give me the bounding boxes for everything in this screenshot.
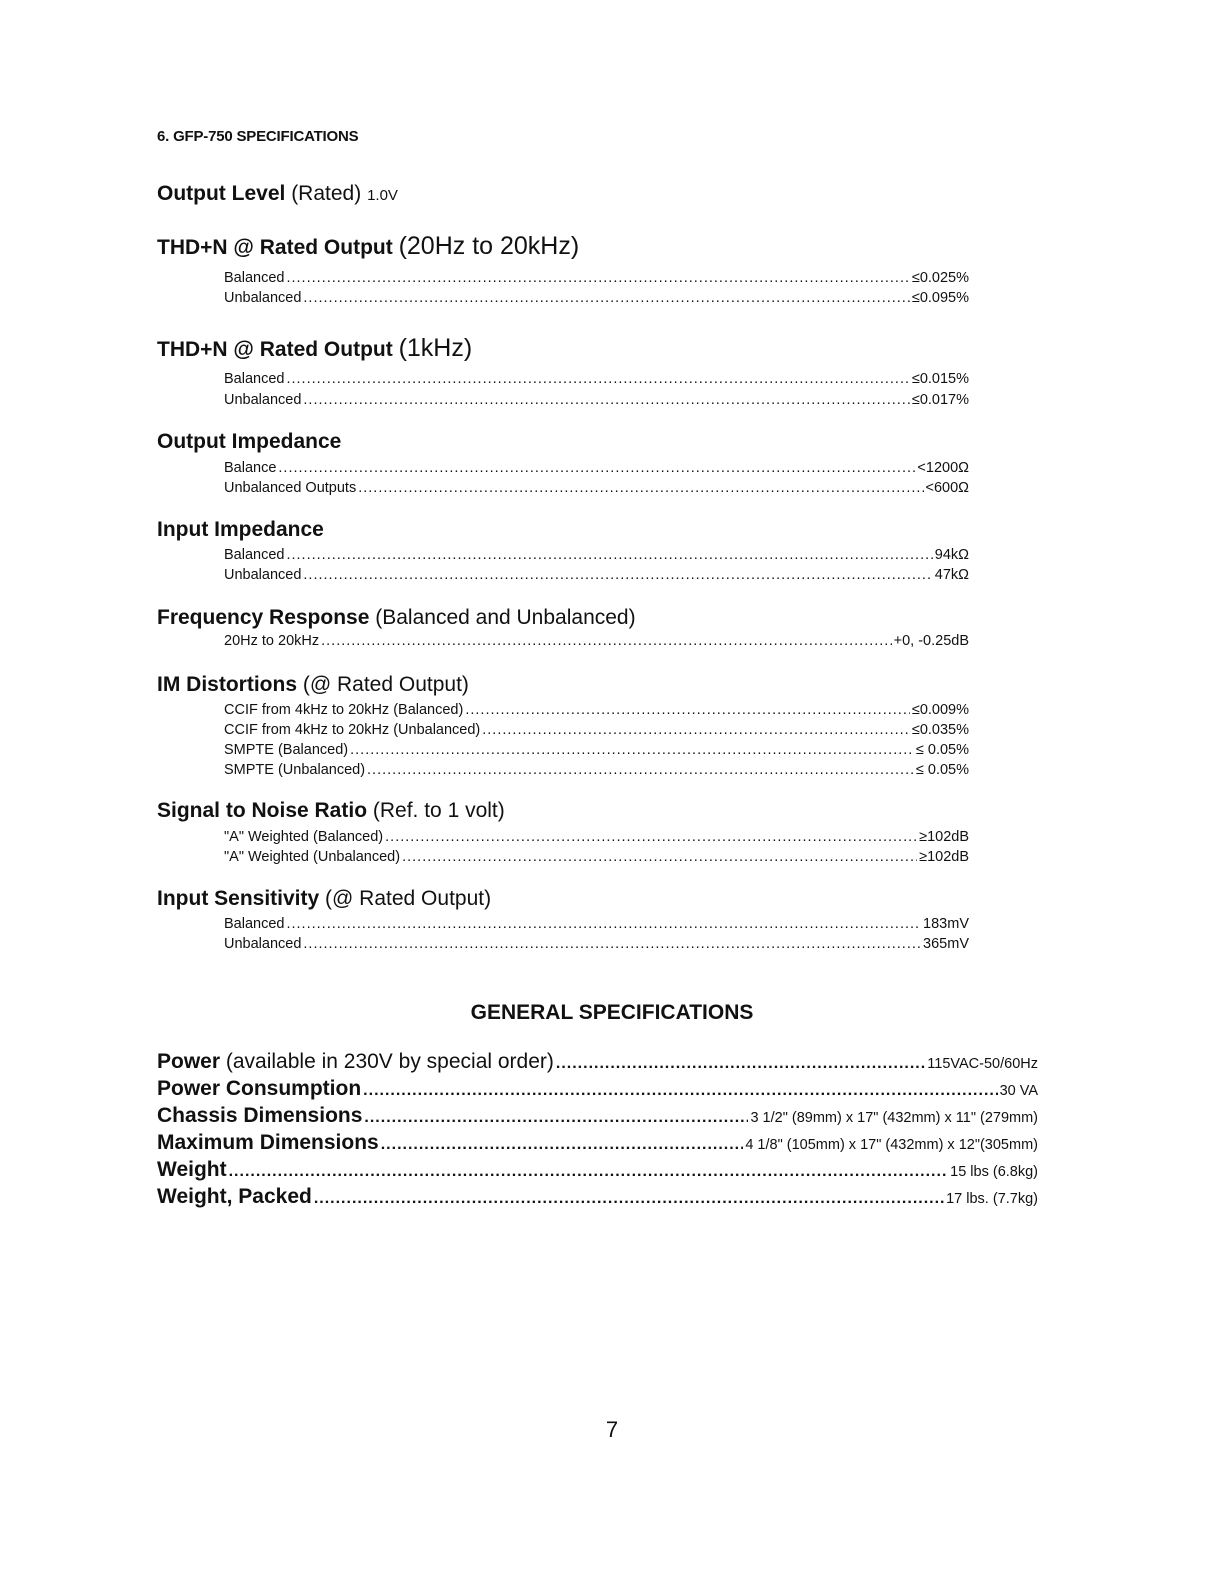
general-spec-row (157, 1131, 1038, 1158)
section-note: (20Hz to 20kHz) (398, 232, 580, 260)
dot-leader (465, 702, 910, 718)
section-title: IM Distortions (157, 673, 297, 696)
section-title: THD+N @ Rated Output (157, 338, 393, 361)
spec-value: 47kΩ (934, 567, 969, 583)
general-spec-row (157, 1158, 1038, 1185)
spec-value: <600Ω (925, 480, 969, 496)
spec-row (224, 916, 969, 936)
dot-leader (303, 392, 909, 408)
spec-label: "A" Weighted (Unbalanced) (224, 849, 401, 865)
section-heading (157, 232, 579, 261)
spec-row (224, 290, 969, 310)
dot-leader (364, 1109, 748, 1127)
section-heading (157, 606, 636, 630)
spec-label: Unbalanced (224, 290, 302, 306)
spec-label: Balance (224, 460, 277, 476)
spec-row (224, 722, 969, 742)
spec-value: ≤ 0.05% (915, 742, 969, 758)
section-note: (Ref. to 1 volt) (372, 799, 505, 822)
dot-leader (402, 849, 917, 865)
dot-leader (286, 270, 909, 286)
dot-leader (350, 742, 914, 758)
spec-value: 3 1/2" (89mm) x 17" (432mm) x 11" (279mm) (750, 1110, 1038, 1126)
dot-leader (286, 916, 921, 932)
section-heading (157, 430, 341, 454)
general-specifications-heading: GENERAL SPECIFICATIONS (470, 1001, 754, 1024)
spec-row (224, 460, 969, 480)
spec-label: Weight, Packed (157, 1185, 312, 1208)
general-spec-row (157, 1185, 1038, 1212)
section-title: Output Level (157, 182, 286, 205)
section-heading (157, 334, 472, 363)
spec-row (224, 633, 969, 653)
spec-value: ≥102dB (919, 829, 969, 845)
spec-row (224, 371, 969, 391)
spec-row (224, 762, 969, 782)
dot-leader (314, 1190, 944, 1208)
spec-value: +0, -0.25dB (893, 633, 969, 649)
section-note: (Balanced and Unbalanced) (375, 606, 636, 629)
spec-label: Power Consumption (157, 1077, 362, 1100)
spec-row (224, 270, 969, 290)
section-value: 1.0V (367, 187, 398, 204)
spec-value: 30 VA (999, 1083, 1038, 1099)
spec-label: CCIF from 4kHz to 20kHz (Unbalanced) (224, 722, 481, 738)
dot-leader (556, 1055, 925, 1073)
spec-label: CCIF from 4kHz to 20kHz (Balanced) (224, 702, 464, 718)
spec-label: Weight (157, 1158, 227, 1181)
spec-label: Power (157, 1050, 221, 1073)
spec-label: Unbalanced (224, 567, 302, 583)
dot-leader (358, 480, 923, 496)
spec-value: ≤0.009% (911, 702, 969, 718)
section-note: (1kHz) (398, 334, 473, 362)
spec-value: 183mV (923, 916, 969, 932)
spec-value: 365mV (923, 936, 969, 952)
section-note: (Rated) (291, 182, 362, 205)
spec-value: ≤0.095% (911, 290, 969, 306)
dot-leader (321, 633, 892, 649)
spec-label: SMPTE (Balanced) (224, 742, 349, 758)
section-heading (157, 518, 324, 542)
dot-leader (303, 567, 932, 583)
spec-label: "A" Weighted (Balanced) (224, 829, 384, 845)
dot-leader (482, 722, 910, 738)
spec-value: 15 lbs (6.8kg) (950, 1164, 1038, 1180)
section-title: Frequency Response (157, 606, 370, 629)
section-title: Input Sensitivity (157, 887, 320, 910)
document-title: 6. GFP-750 SPECIFICATIONS (157, 128, 359, 145)
dot-leader (385, 829, 917, 845)
spec-value: 115VAC-50/60Hz (927, 1056, 1038, 1072)
spec-row (224, 392, 969, 412)
section-title: Input Impedance (157, 518, 324, 541)
dot-leader (303, 936, 921, 952)
spec-row (224, 702, 969, 722)
spec-label: Chassis Dimensions (157, 1104, 363, 1127)
spec-value: ≤0.015% (911, 371, 969, 387)
section-note: (@ Rated Output) (325, 887, 492, 910)
dot-leader (286, 547, 932, 563)
spec-label: Maximum Dimensions (157, 1131, 379, 1154)
section-title: Signal to Noise Ratio (157, 799, 368, 822)
section-note: (@ Rated Output) (302, 673, 469, 696)
spec-value: ≤ 0.05% (915, 762, 969, 778)
spec-label: 20Hz to 20kHz (224, 633, 320, 649)
spec-value: ≤0.035% (911, 722, 969, 738)
spec-label: Balanced (224, 547, 285, 563)
general-spec-row (157, 1050, 1038, 1077)
spec-row (224, 829, 969, 849)
spec-value: ≤0.025% (911, 270, 969, 286)
section-heading (157, 182, 398, 206)
general-spec-row (157, 1104, 1038, 1131)
spec-row (224, 480, 969, 500)
spec-label: Balanced (224, 270, 285, 286)
dot-leader (303, 290, 909, 306)
dot-leader (381, 1136, 744, 1154)
general-spec-row (157, 1077, 1038, 1104)
dot-leader (278, 460, 915, 476)
dot-leader (363, 1082, 997, 1100)
spec-value: ≤0.017% (911, 392, 969, 408)
dot-leader (286, 371, 909, 387)
spec-row (224, 742, 969, 762)
spec-value: 4 1/8" (105mm) x 17" (432mm) x 12"(305mm) (745, 1137, 1038, 1153)
spec-row (224, 936, 969, 956)
section-heading (157, 799, 505, 823)
spec-value: 17 lbs. (7.7kg) (946, 1191, 1038, 1207)
section-title: Output Impedance (157, 430, 342, 453)
spec-value: 94kΩ (934, 547, 969, 563)
spec-label: Balanced (224, 371, 285, 387)
spec-value: ≥102dB (919, 849, 969, 865)
spec-note: (available in 230V by special order) (225, 1050, 554, 1073)
spec-row (224, 567, 969, 587)
spec-label: Unbalanced (224, 936, 302, 952)
spec-row (224, 547, 969, 567)
section-heading (157, 887, 491, 911)
section-title: THD+N @ Rated Output (157, 236, 393, 259)
spec-label: SMPTE (Unbalanced) (224, 762, 366, 778)
dot-leader (229, 1163, 949, 1181)
dot-leader (367, 762, 914, 778)
spec-row (224, 849, 969, 869)
spec-value: <1200Ω (917, 460, 969, 476)
spec-label: Unbalanced Outputs (224, 480, 357, 496)
section-heading (157, 673, 469, 697)
spec-label: Unbalanced (224, 392, 302, 408)
page-number: 7 (605, 1417, 619, 1442)
spec-label: Balanced (224, 916, 285, 932)
